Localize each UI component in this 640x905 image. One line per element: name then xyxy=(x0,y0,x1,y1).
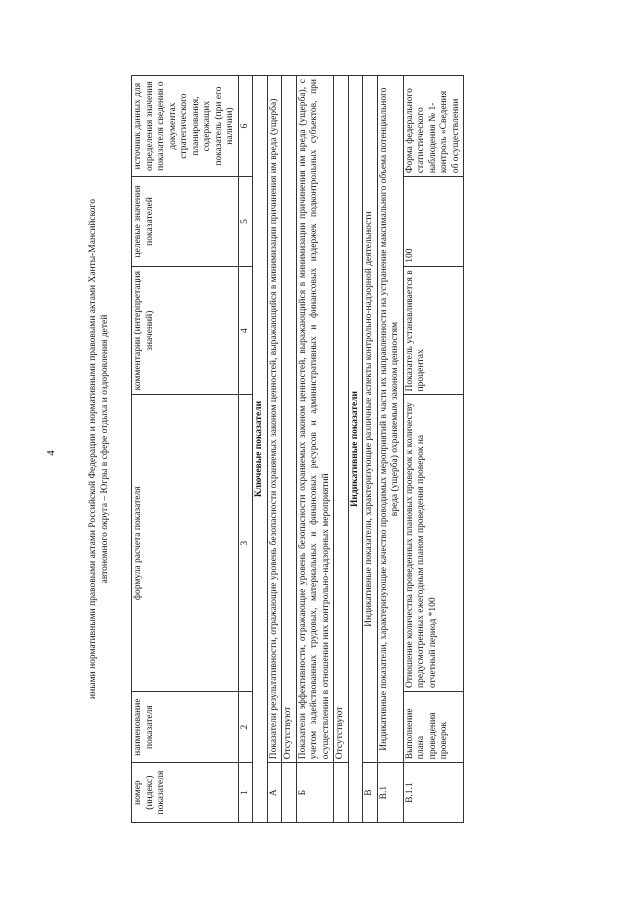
column-header-index: номер (индекс) показателя xyxy=(132,763,239,823)
indicator-target: 100 xyxy=(403,177,464,267)
indicator-name: Выполнение плана проведения проверок xyxy=(403,692,464,763)
rotated-page xyxy=(83,75,583,823)
table-row xyxy=(334,76,349,823)
column-number: 3 xyxy=(238,395,253,692)
indicator-formula: Отношение количества проведенных плановых проверок к количеству предусмотренных ежегодным планом проведения проверок на отчетный период *100 xyxy=(403,395,464,692)
header-row xyxy=(132,76,239,823)
column-header-name: наименование показателя xyxy=(132,692,239,763)
header-line-2: автономного округа – Югры в сфере отдыха и оздоровления детей xyxy=(100,314,110,584)
indicator-comment: Показатель устанавливается в процентах xyxy=(403,266,464,395)
column-number: 6 xyxy=(238,76,253,177)
row-index: Б xyxy=(296,763,334,823)
column-number: 1 xyxy=(238,763,253,823)
table-row xyxy=(363,76,378,823)
row-text: Индикативные показатели, характеризующие различные аспекты контрольно-надзорной деятельности xyxy=(363,76,378,763)
absent-text: Отсутствуют xyxy=(282,76,297,763)
page-header xyxy=(83,75,131,823)
section-heading-indicative: Индикативные показатели xyxy=(348,76,363,823)
table-row xyxy=(403,76,464,823)
row-index: А xyxy=(267,763,282,823)
column-number: 5 xyxy=(238,177,253,267)
section-heading-key: Ключевые показатели xyxy=(253,76,268,823)
row-text: Показатели результативности, отражающие уровень безопасности охраняемых законом ценностей, выражающийся в минимизации причинения им вреда (ущерба) xyxy=(267,76,282,763)
header-line-1: иными нормативными правовыми актами Российской Федерации и нормативными правовыми актами Ханты-Мансийского xyxy=(88,199,98,699)
table-row xyxy=(267,76,282,823)
row-text: Показатели эффективности, отражающие уровень безопасности охраняемых законом ценностей, выражающийся в минимизации причинения им вреда (ущерба), с учетом задействованных трудовых, материальных и финансовых ресурсов и административных и финансовых издержек подконтрольных субъектов, при осуществлении в отношении них контрольно-надзорных мероприятий xyxy=(296,76,334,763)
absent-text: Отсутствуют xyxy=(334,76,349,763)
table-row xyxy=(377,76,403,823)
indicator-source: Форма федерального статистического наблюдения № 1-контроль «Сведения об осуществлении xyxy=(403,76,464,177)
page-number: 4 xyxy=(44,450,57,456)
row-index: В xyxy=(363,763,378,823)
column-number: 4 xyxy=(238,266,253,395)
section-key-row xyxy=(253,76,268,823)
row-index: В.1.1 xyxy=(403,763,464,823)
column-header-formula: формула расчета показателя xyxy=(132,395,239,692)
column-header-source: источник данных для определения значения показателя сведения о документах стратегического планирования, содержащих показатель (при его наличии) xyxy=(132,76,239,177)
indicators-table xyxy=(131,75,464,823)
row-index: В.1 xyxy=(377,763,403,823)
column-header-target: целевые значения показателей xyxy=(132,177,239,267)
section-indicative-row xyxy=(348,76,363,823)
column-number-row xyxy=(238,76,253,823)
table-row xyxy=(296,76,334,823)
table-row xyxy=(282,76,297,823)
column-number: 2 xyxy=(238,692,253,763)
row-text: Индикативные показатели, характеризующие качество проводимых мероприятий в части их направленности на устранение максимального объема потенциального вреда (ущерба) охраняемым законом ценностям xyxy=(377,76,403,763)
column-header-comment: комментарии (интерпретация значений) xyxy=(132,266,239,395)
